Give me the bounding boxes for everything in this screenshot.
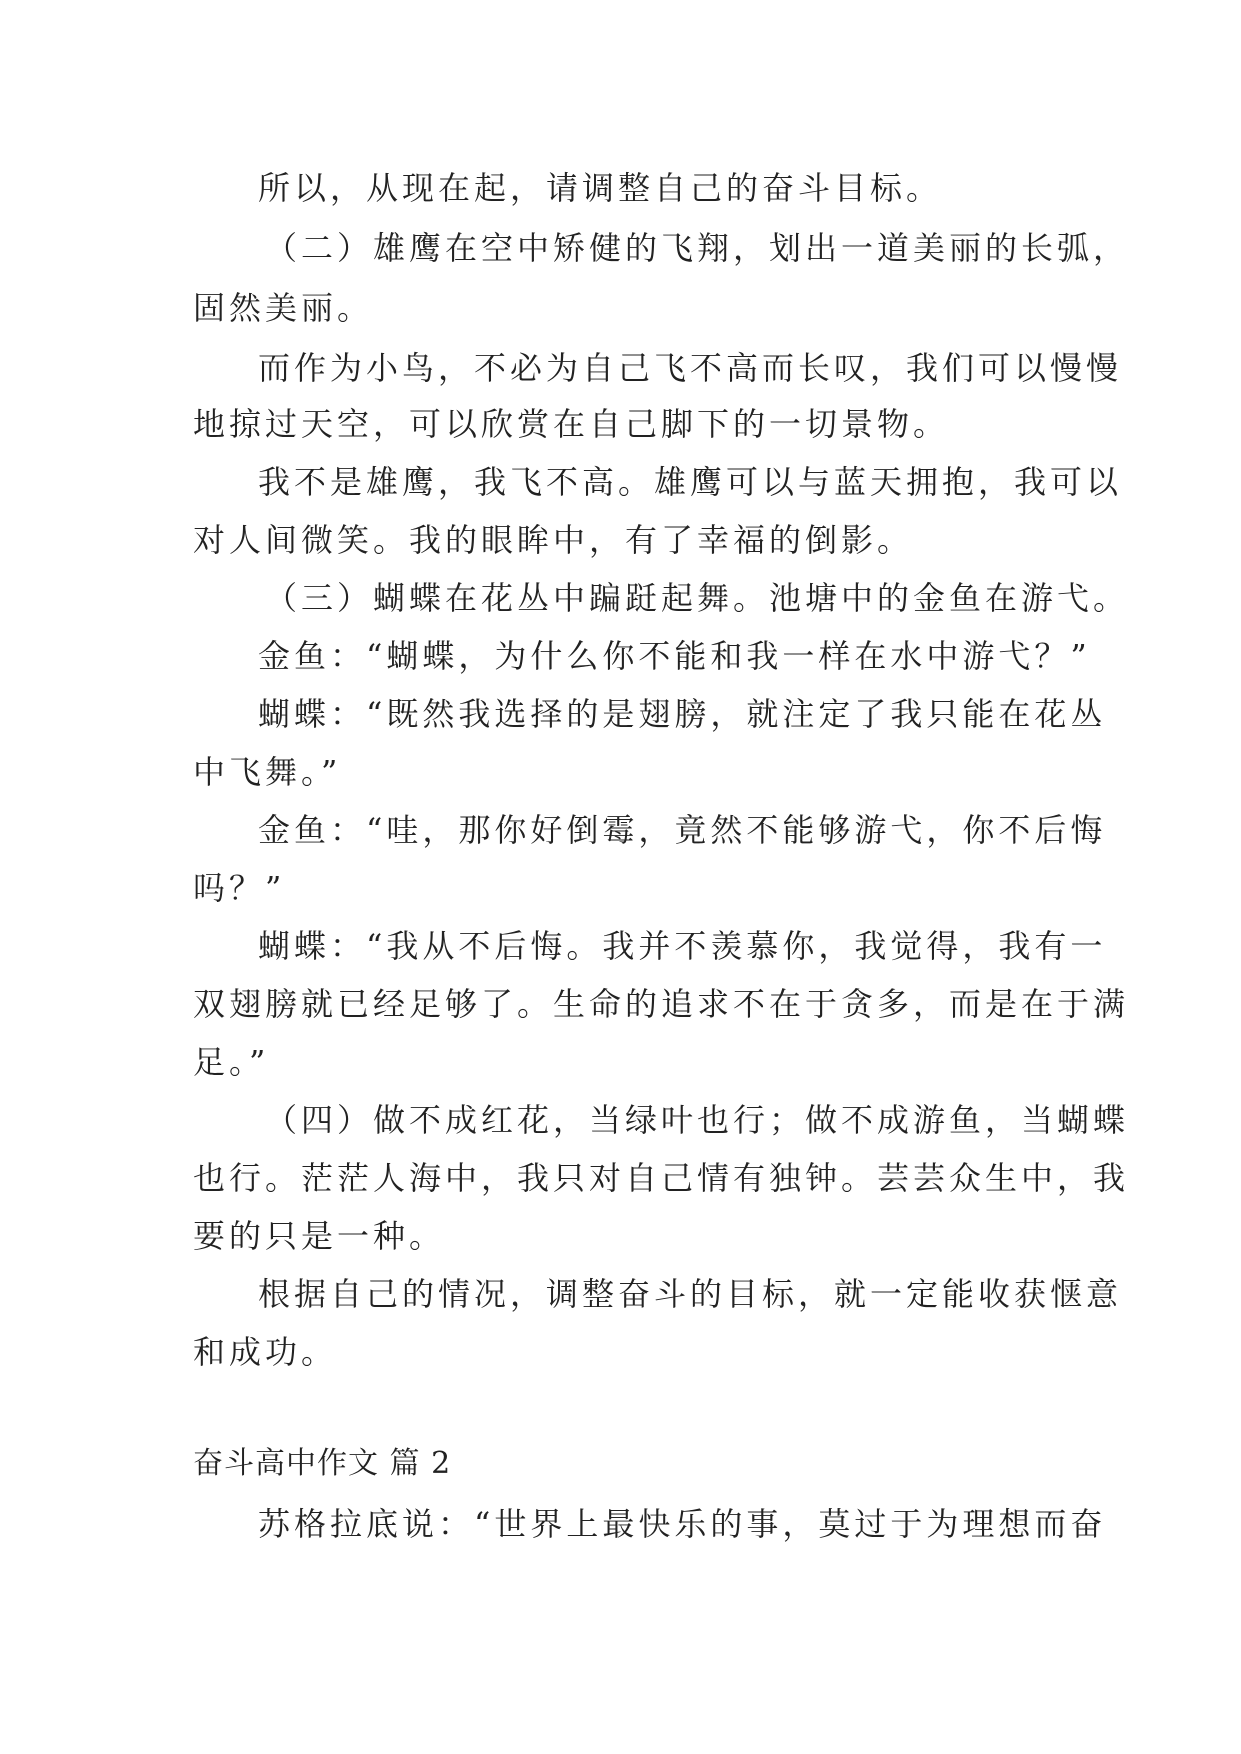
paragraph-line: （四）做不成红花，当绿叶也行；做不成游鱼，当蝴蝶	[265, 1101, 1130, 1139]
paragraph-line: 对人间微笑。我的眼眸中，有了幸福的倒影。	[193, 521, 914, 559]
paragraph-line: 双翅膀就已经足够了。生命的追求不在于贪多，而是在于满	[193, 985, 1130, 1023]
section-heading: 奋斗高中作文 篇 2	[193, 1446, 452, 1481]
paragraph-line: （二）雄鹰在空中矫健的飞翔，划出一道美丽的长弧，	[265, 229, 1130, 267]
paragraph-line: （三）蝴蝶在花丛中蹁跹起舞。池塘中的金鱼在游弋。	[265, 579, 1130, 617]
paragraph-line: 金鱼：“蝴蝶，为什么你不能和我一样在水中游弋？”	[258, 637, 1091, 675]
paragraph-line: 固然美丽。	[193, 289, 374, 327]
paragraph-line: 足。”	[193, 1043, 270, 1081]
paragraph-line: 吗？”	[193, 869, 286, 907]
paragraph-line: 蝴蝶：“我从不后悔。我并不羡慕你，我觉得，我有一	[258, 927, 1107, 965]
paragraph-line: 所以，从现在起，请调整自己的奋斗目标。	[258, 169, 943, 207]
paragraph-line: 地掠过天空，可以欣赏在自己脚下的一切景物。	[193, 405, 950, 443]
paragraph-line: 根据自己的情况，调整奋斗的目标，就一定能收获惬意	[258, 1275, 1123, 1313]
paragraph-line: 和成功。	[193, 1333, 338, 1371]
paragraph-line: 中飞舞。”	[193, 753, 342, 791]
paragraph-line: 苏格拉底说：“世界上最快乐的事，莫过于为理想而奋	[258, 1505, 1107, 1543]
paragraph-line: 我不是雄鹰，我飞不高。雄鹰可以与蓝天拥抱，我可以	[258, 463, 1123, 501]
paragraph-line: 蝴蝶：“既然我选择的是翅膀，就注定了我只能在花丛	[258, 695, 1107, 733]
paragraph-line: 金鱼：“哇，那你好倒霉，竟然不能够游弋，你不后悔	[258, 811, 1107, 849]
paragraph-line: 而作为小鸟，不必为自己飞不高而长叹，我们可以慢慢	[258, 349, 1123, 387]
paragraph-line: 要的只是一种。	[193, 1217, 446, 1255]
paragraph-line: 也行。茫茫人海中，我只对自己情有独钟。芸芸众生中，我	[193, 1159, 1130, 1197]
